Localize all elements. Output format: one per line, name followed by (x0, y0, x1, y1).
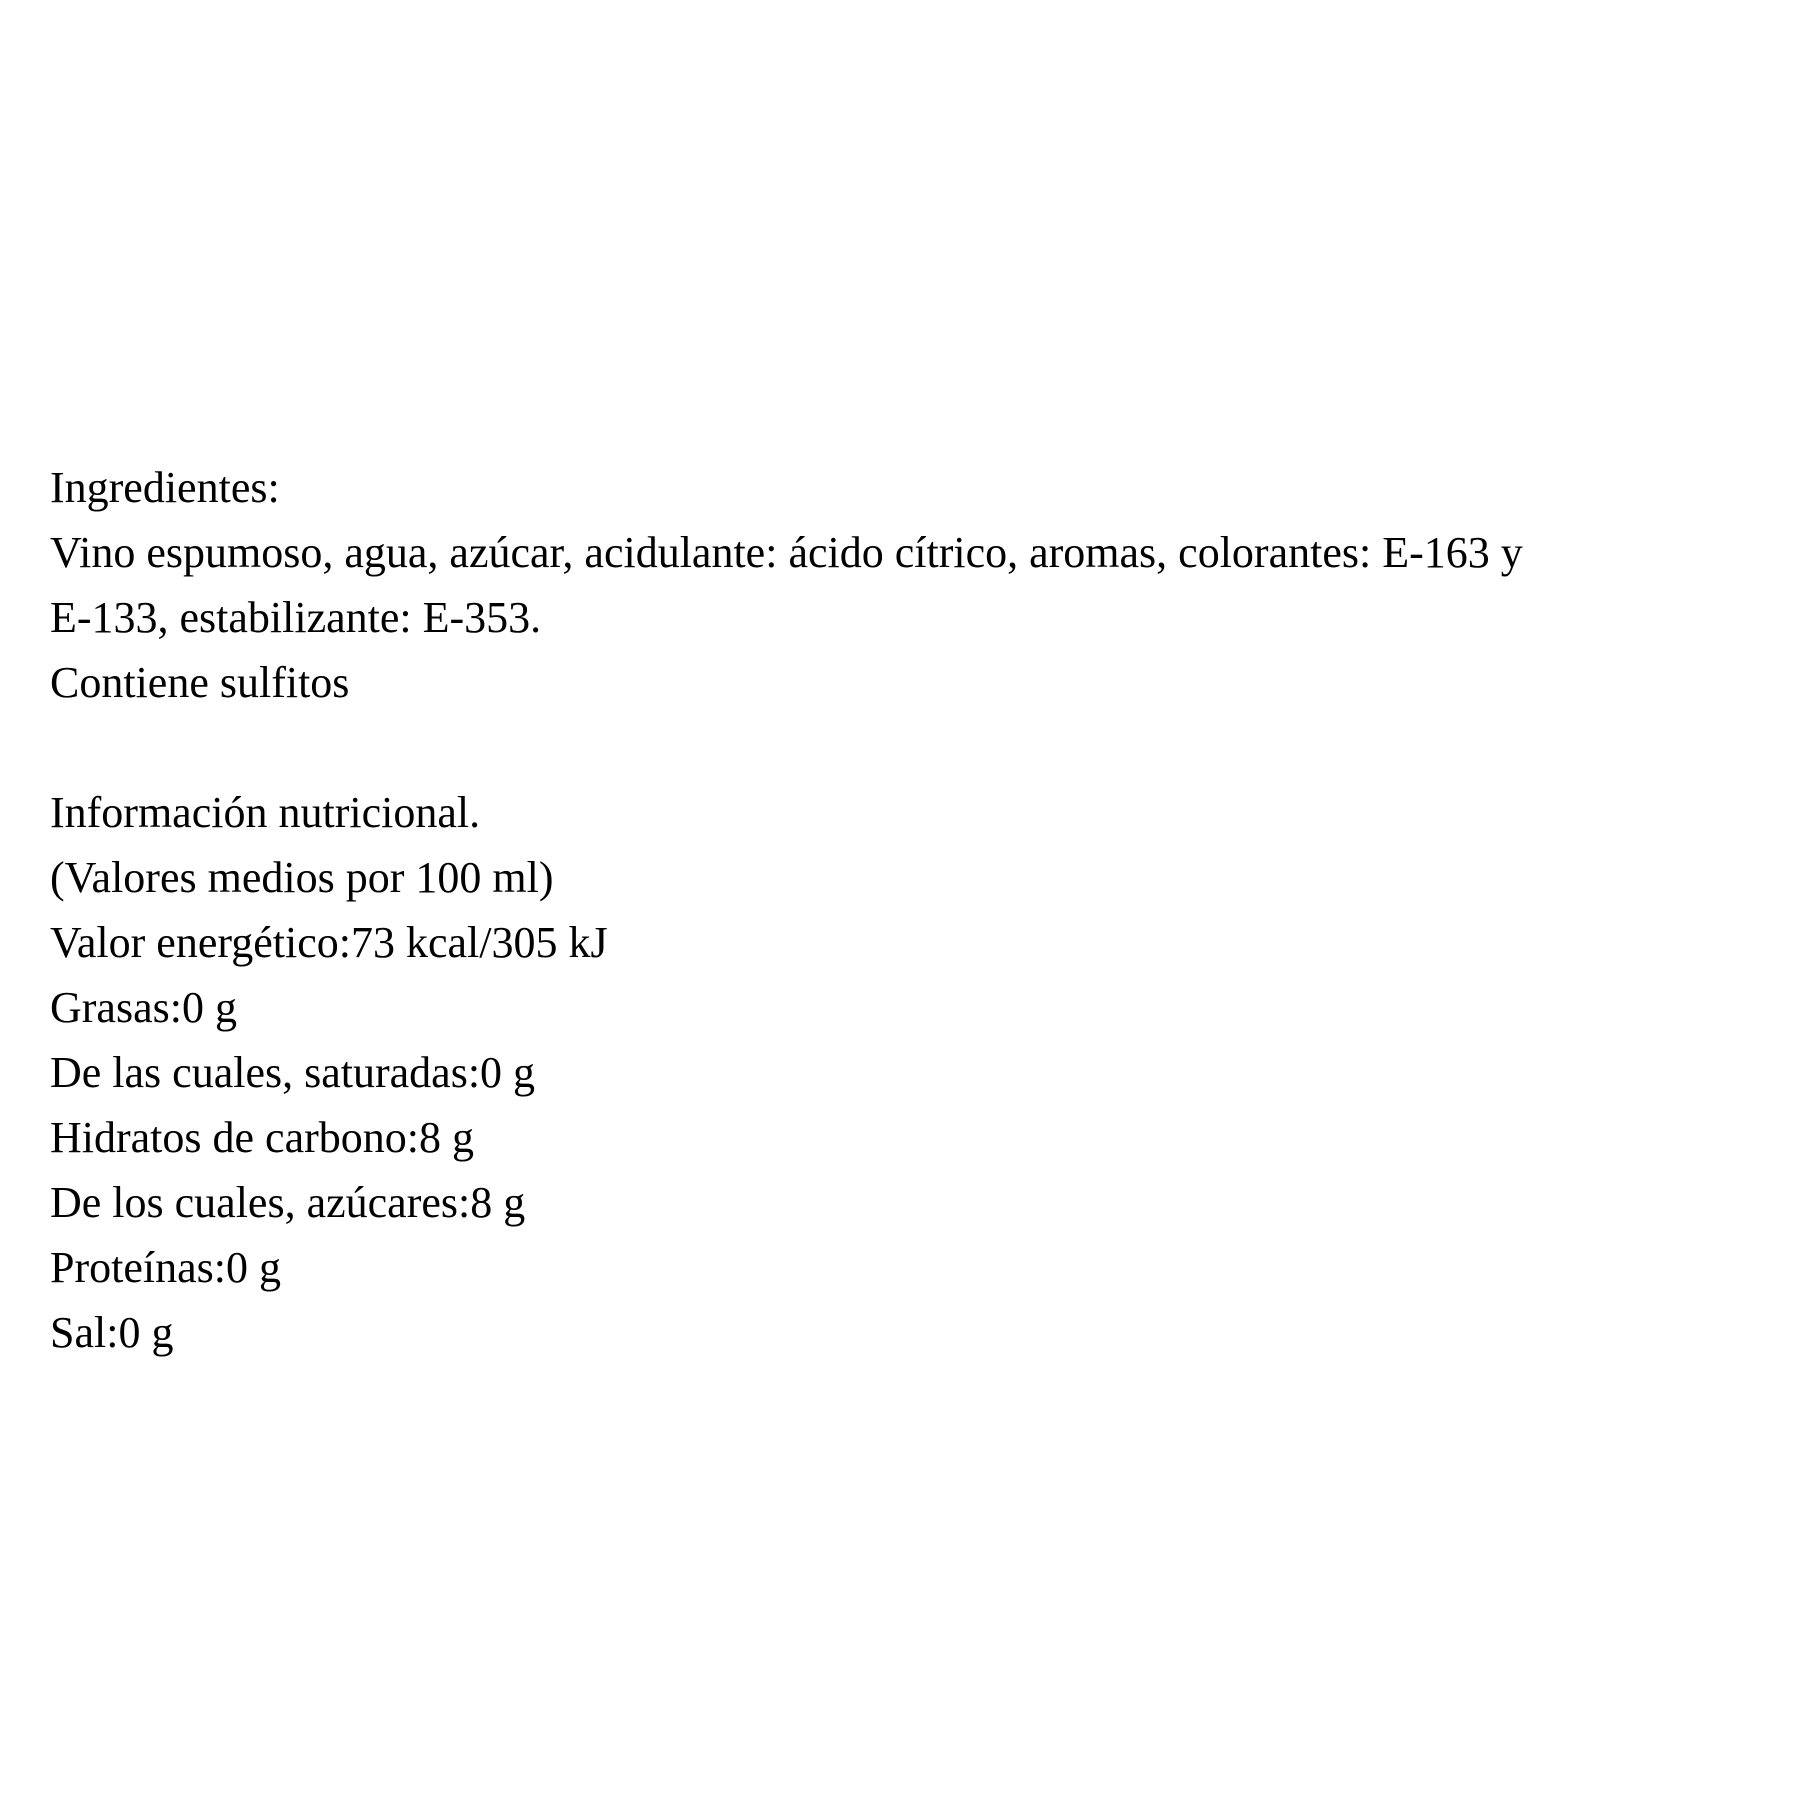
nutrition-row-carbohydrates: Hidratos de carbono:8 g (50, 1113, 474, 1162)
nutrition-section (50, 780, 1770, 1365)
ingredients-section (50, 455, 1770, 715)
nutrition-row-sugars: De los cuales, azúcares:8 g (50, 1178, 526, 1227)
ingredients-list-line-1: Vino espumoso, agua, azúcar, acidulante: ácido cítrico, aromas, colorantes: E-163 y (50, 528, 1523, 577)
nutrition-heading: Información nutricional. (50, 788, 481, 837)
nutrition-row-fat: Grasas:0 g (50, 983, 237, 1032)
ingredients-heading: Ingredientes: (50, 463, 280, 512)
nutrition-row-energy: Valor energético:73 kcal/305 kJ (50, 918, 608, 967)
allergen-notice: Contiene sulfitos (50, 658, 350, 707)
nutrition-row-saturated-fat: De las cuales, saturadas:0 g (50, 1048, 536, 1097)
nutrition-basis: (Valores medios por 100 ml) (50, 853, 554, 902)
ingredients-list-line-2: E-133, estabilizante: E-353. (50, 593, 542, 642)
nutrition-row-protein: Proteínas:0 g (50, 1243, 281, 1292)
label-document (50, 455, 1770, 1365)
section-spacer (50, 715, 1770, 780)
nutrition-row-salt: Sal:0 g (50, 1308, 174, 1357)
